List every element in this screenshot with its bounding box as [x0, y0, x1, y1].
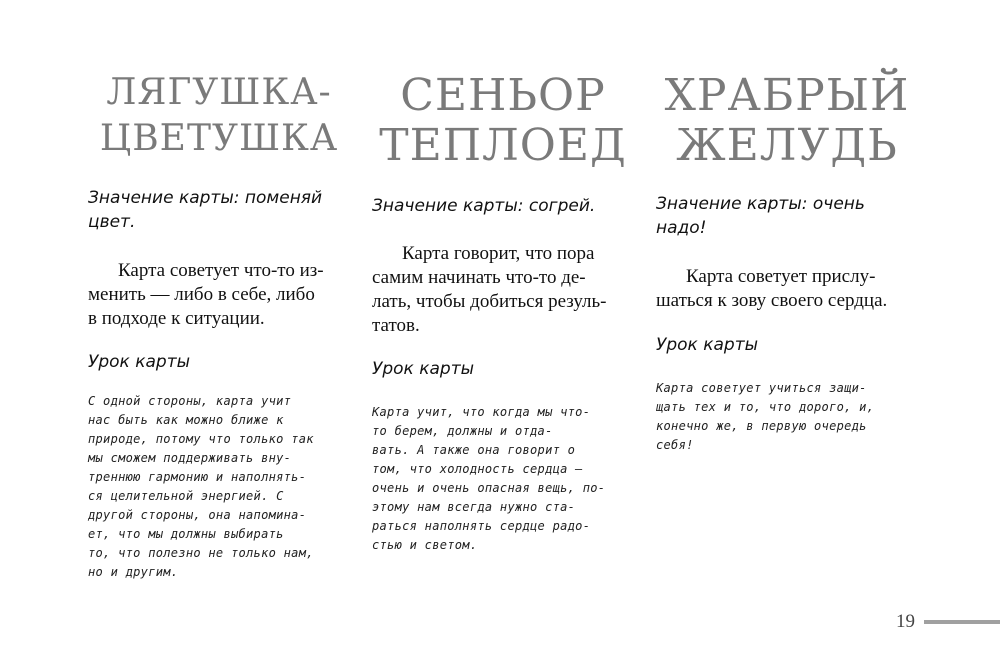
lesson-line: конечно же, в первую очередь	[656, 419, 867, 433]
card-description-line: шаться к зову своего сердца.	[656, 290, 888, 311]
card-title-line-2: ЦВЕТУШКА	[99, 118, 339, 159]
lesson-line: другой стороны, она напомина-	[88, 508, 307, 522]
card-meaning-line-1: Значение карты: очень	[656, 194, 865, 214]
lesson-line: ет, что мы должны выбирать	[88, 527, 284, 541]
card-description-line: в подходе к ситуации.	[88, 308, 265, 329]
lesson-line: треннюю гармонию и наполнять-	[88, 470, 307, 484]
lesson-line: себя!	[656, 438, 694, 452]
card-description-line: Карта советует что-то из-	[118, 260, 324, 281]
page-number: 19	[896, 611, 915, 632]
card-title-line-1: ХРАБРЫЙ	[664, 70, 910, 121]
lesson-line: Карта учит, что когда мы что-	[372, 405, 591, 419]
card-description-line: менить — либо в себе, либо	[88, 284, 315, 305]
card-meaning-line-1: Значение карты: согрей.	[372, 196, 596, 216]
lesson-line: том, что холодность сердца —	[372, 462, 583, 476]
lesson-line: щать тех и то, что дорого, и,	[656, 400, 875, 414]
lesson-line: то, что полезно не только нам,	[88, 546, 314, 560]
lesson-line: природе, потому что только так	[88, 432, 314, 446]
lesson-line: мы сможем поддерживать вну-	[88, 451, 292, 465]
card-description-line: Карта говорит, что пора	[402, 243, 595, 264]
lesson-line: ся целительной энергией. С	[88, 489, 284, 503]
lesson-line: стью и светом.	[372, 538, 478, 552]
card-meaning-line-2: надо!	[656, 218, 707, 238]
card-title-line-2: ТЕПЛОЕД	[379, 120, 627, 171]
lesson-line: нас быть как можно ближе к	[88, 413, 284, 427]
lesson-line: этому нам всегда нужно ста-	[372, 500, 576, 514]
card-meaning-line-2: цвет.	[88, 212, 136, 232]
lesson-heading: Урок карты	[372, 359, 475, 379]
card-title-line-1: ЛЯГУШКА-	[106, 72, 332, 113]
lesson-line: вать. А также она говорит о	[372, 443, 576, 457]
card-meaning-line-1: Значение карты: поменяй	[88, 188, 323, 208]
lesson-line: очень и очень опасная вещь, по-	[372, 481, 606, 495]
lesson-line: С одной стороны, карта учит	[88, 394, 292, 408]
lesson-heading: Урок карты	[656, 335, 759, 355]
card-description-line: Карта советует прислу-	[686, 266, 876, 287]
lesson-heading: Урок карты	[88, 352, 191, 372]
card-description-line: лать, чтобы добиться резуль-	[372, 291, 607, 312]
page-number-rule	[924, 620, 1000, 624]
lesson-line: но и другим.	[88, 565, 179, 579]
card-description-line: самим начинать что-то де-	[372, 267, 586, 288]
card-description-line: татов.	[372, 315, 420, 336]
lesson-line: Карта советует учиться защи-	[656, 381, 867, 395]
card-title-line-1: СЕНЬОР	[400, 70, 606, 121]
lesson-line: то берем, должны и отда-	[372, 424, 553, 438]
lesson-line: раться наполнять сердце радо-	[372, 519, 591, 533]
card-title-line-2: ЖЕЛУДЬ	[676, 120, 898, 171]
